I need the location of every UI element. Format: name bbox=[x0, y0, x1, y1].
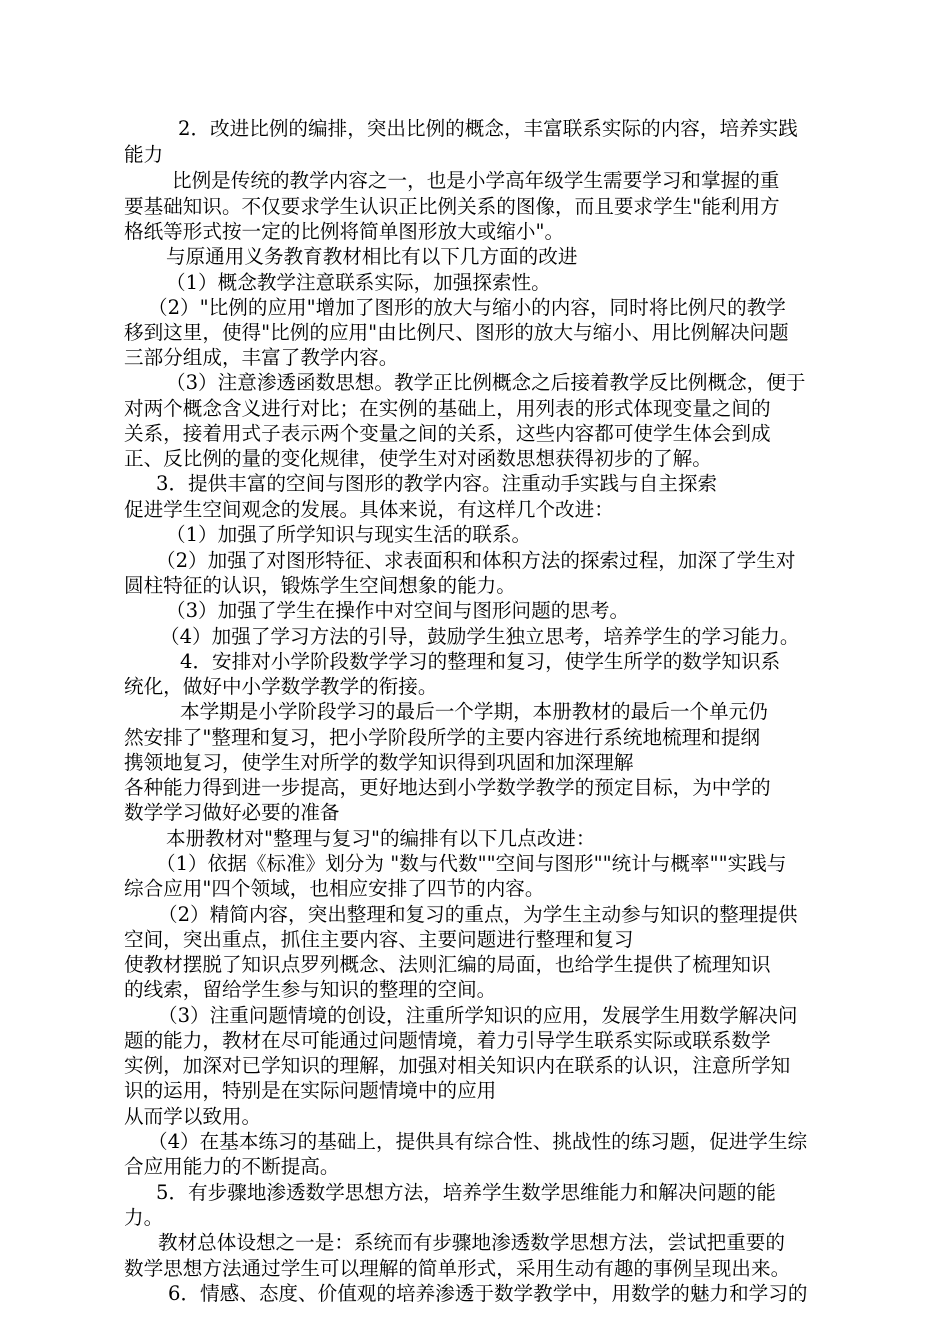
text-line: 题的能力，教材在尽可能通过问题情境，着力引导学生联系实际或联系数学 bbox=[124, 1029, 771, 1052]
text-line: 空间，突出重点，抓住主要内容、主要问题进行整理和复习 bbox=[124, 928, 634, 951]
text-line: 与原通用义务教育教材相比有以下几方面的改进 bbox=[166, 245, 578, 268]
text-line: 6．情感、态度、价值观的培养渗透于数学教学中，用数学的魅力和学习的 bbox=[168, 1282, 808, 1305]
text-line: 关系，接着用式子表示两个变量之间的关系，这些内容都可使学生体会到成 bbox=[124, 422, 771, 445]
text-line: （1）依据《标准》划分为 "数与代数""空间与图形""统计与概率""实践与 bbox=[156, 852, 787, 875]
text-line: （1）加强了所学知识与现实生活的联系。 bbox=[166, 523, 532, 546]
text-line: 对两个概念含义进行对比；在实例的基础上，用列表的形式体现变量之间的 bbox=[124, 397, 771, 420]
text-line: 4．安排对小学阶段数学学习的整理和复习，使学生所学的数学知识系 bbox=[180, 650, 781, 673]
text-line: 本学期是小学阶段学习的最后一个学期，本册教材的最后一个单元仍 bbox=[180, 700, 768, 723]
text-line: 格纸等形式按一定的比例将简单图形放大或缩小"。 bbox=[124, 220, 565, 243]
text-line: 2．改进比例的编排，突出比例的概念，丰富联系实际的内容，培养实践 bbox=[178, 117, 798, 140]
text-line: 促进学生空间观念的发展。具体来说，有这样几个改进： bbox=[124, 498, 614, 521]
text-line: （4）在基本练习的基础上，提供具有综合性、挑战性的练习题，促进学生综 bbox=[148, 1130, 808, 1153]
text-line: 合应用能力的不断提高。 bbox=[124, 1155, 340, 1178]
text-line: （2）精简内容，突出整理和复习的重点，为学生主动参与知识的整理提供 bbox=[158, 903, 798, 926]
text-line: 教材总体设想之一是：系统而有步骤地渗透数学思想方法，尝试把重要的 bbox=[158, 1231, 785, 1254]
text-line: 三部分组成，丰富了教学内容。 bbox=[124, 346, 399, 369]
text-line: 的线索，留给学生参与知识的整理的空间。 bbox=[124, 978, 497, 1001]
text-line: （3）加强了学生在操作中对空间与图形问题的思考。 bbox=[166, 599, 630, 622]
text-line: 本册教材对"整理与复习"的编排有以下几点改进： bbox=[166, 827, 596, 850]
text-line: 力。 bbox=[124, 1206, 164, 1229]
text-line: 实例，加深对已学知识的理解，加强对相关知识内在联系的认识，注意所学知 bbox=[124, 1054, 791, 1077]
text-line: （2）"比例的应用"增加了图形的放大与缩小的内容，同时将比例尺的教学 bbox=[148, 296, 786, 319]
text-line: （4）加强了学习方法的引导，鼓励学生独立思考，培养学生的学习能力。 bbox=[160, 625, 800, 648]
text-line: 圆柱特征的认识，锻炼学生空间想象的能力。 bbox=[124, 574, 516, 597]
text-line: 能力 bbox=[124, 143, 164, 166]
text-line: （1）概念教学注意联系实际，加强探索性。 bbox=[166, 271, 551, 294]
text-line: 携领地复习，使学生对所学的数学知识得到巩固和加深理解 bbox=[124, 751, 634, 774]
text-line: 要基础知识。不仅要求学生认识正比例关系的图像，而且要求学生"能利用方 bbox=[124, 195, 780, 218]
text-line: （3）注重问题情境的创设，注重所学知识的应用，发展学生用数学解决问 bbox=[158, 1004, 798, 1027]
text-line: 识的运用，特别是在实际问题情境中的应用 bbox=[124, 1079, 497, 1102]
text-line: 正、反比例的量的变化规律，使学生对对函数思想获得初步的了解。 bbox=[124, 447, 712, 470]
text-line: 统化，做好中小学数学教学的衔接。 bbox=[124, 675, 438, 698]
text-line: 数学思想方法通过学生可以理解的简单形式，采用生动有趣的事例呈现出来。 bbox=[124, 1257, 791, 1280]
text-line: 然安排了"整理和复习，把小学阶段所学的主要内容进行系统地梳理和提纲 bbox=[124, 726, 761, 749]
text-line: （2）加强了对图形特征、求表面积和体积方法的探索过程，加深了学生对 bbox=[156, 549, 796, 572]
text-line: 从而学以致用。 bbox=[124, 1105, 262, 1128]
text-line: 使教材摆脱了知识点罗列概念、法则汇编的局面，也给学生提供了梳理知识 bbox=[124, 953, 771, 976]
text-line: 综合应用"四个领域，也相应安排了四节的内容。 bbox=[124, 877, 545, 900]
text-line: 数学学习做好必要的准备 bbox=[124, 801, 340, 824]
text-line: （3）注意渗透函数思想。教学正比例概念之后接着教学反比例概念，便于 bbox=[166, 371, 806, 394]
text-line: 比例是传统的教学内容之一，也是小学高年级学生需要学习和掌握的重 bbox=[172, 169, 780, 192]
text-line: 移到这里，使得"比例的应用"由比例尺、图形的放大与缩小、用比例解决问题 bbox=[124, 321, 789, 344]
text-line: 3．提供丰富的空间与图形的教学内容。注重动手实践与自主探索 bbox=[156, 472, 718, 495]
text-line: 5．有步骤地渗透数学思想方法，培养学生数学思维能力和解决问题的能 bbox=[156, 1181, 776, 1204]
text-line: 各种能力得到进一步提高，更好地达到小学数学教学的预定目标，为中学的 bbox=[124, 776, 771, 799]
